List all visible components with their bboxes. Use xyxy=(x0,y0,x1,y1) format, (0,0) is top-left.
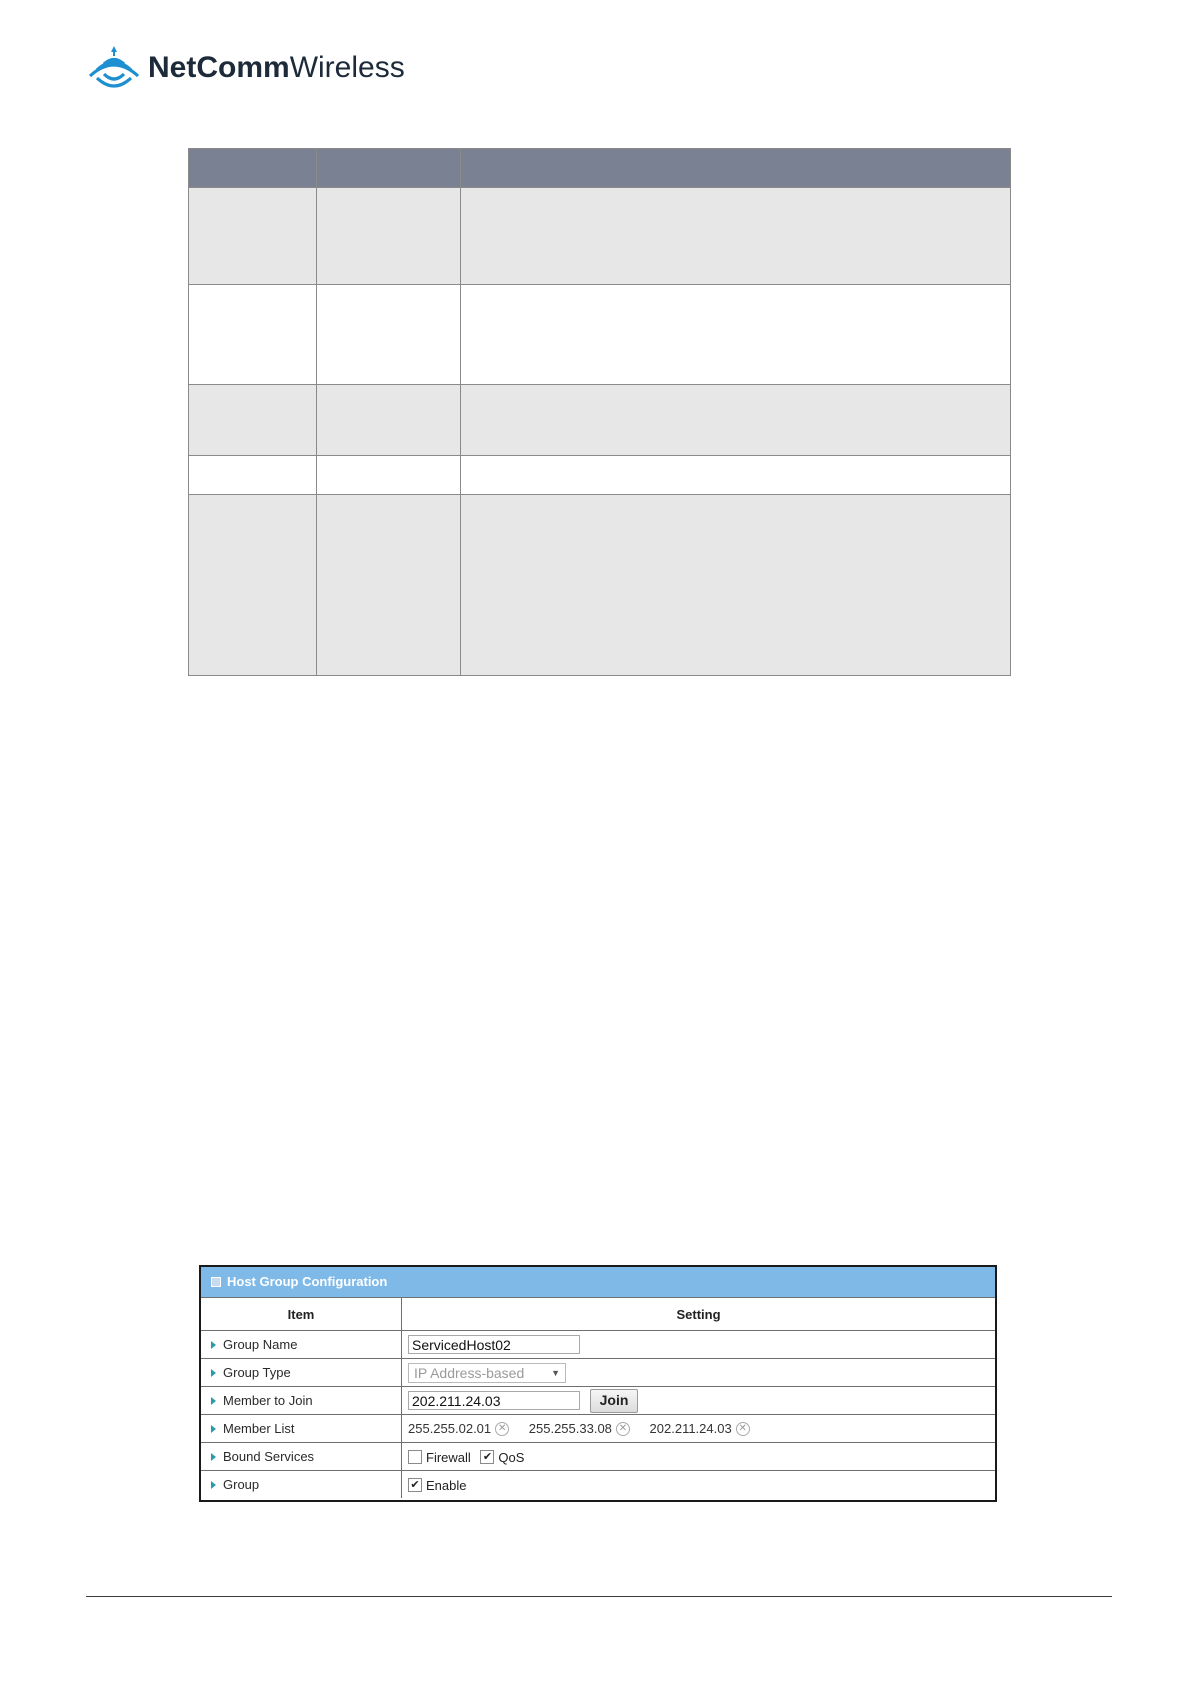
member-item: 255.255.02.01 ✕ xyxy=(408,1421,509,1436)
table-row xyxy=(189,456,1011,495)
join-button[interactable]: Join xyxy=(590,1389,639,1413)
netcomm-logo xyxy=(88,44,418,94)
bullet-arrow-icon xyxy=(211,1369,216,1377)
remove-member-icon[interactable]: ✕ xyxy=(736,1422,750,1436)
table-header-row xyxy=(201,1298,995,1331)
group-type-select[interactable] xyxy=(408,1363,566,1383)
item-label: Member List xyxy=(223,1421,295,1436)
enable-label: Enable xyxy=(426,1477,467,1493)
member-to-join-input[interactable] xyxy=(408,1391,580,1410)
enable-checkbox[interactable]: ✔ xyxy=(408,1478,422,1492)
bullet-arrow-icon xyxy=(211,1425,216,1433)
table-row xyxy=(189,285,1011,385)
item-label: Bound Services xyxy=(223,1449,315,1464)
column-header-setting: Setting xyxy=(402,1298,996,1331)
collapse-icon[interactable] xyxy=(211,1277,221,1287)
spec-table-header xyxy=(189,149,1011,188)
bullet-arrow-icon xyxy=(211,1453,216,1461)
remove-member-icon[interactable]: ✕ xyxy=(495,1422,509,1436)
row-group-name xyxy=(201,1331,995,1359)
chevron-down-icon: ▼ xyxy=(551,1367,560,1378)
remove-member-icon[interactable]: ✕ xyxy=(616,1422,630,1436)
member-item: 255.255.33.08 ✕ xyxy=(529,1421,630,1436)
bullet-arrow-icon xyxy=(211,1341,216,1349)
member-item: 202.211.24.03 ✕ xyxy=(650,1421,750,1436)
logo-brand-light: Wireless xyxy=(289,51,405,84)
firewall-checkbox[interactable] xyxy=(408,1450,422,1464)
table-row xyxy=(189,188,1011,285)
row-bound-services xyxy=(201,1443,995,1471)
bullet-arrow-icon xyxy=(211,1481,216,1489)
item-label: Group Type xyxy=(223,1365,291,1380)
host-group-table xyxy=(201,1297,995,1498)
wifi-antenna-icon xyxy=(88,44,140,94)
row-group xyxy=(201,1471,995,1499)
table-row xyxy=(189,495,1011,676)
qos-checkbox[interactable]: ✔ xyxy=(480,1450,494,1464)
panel-header[interactable] xyxy=(201,1267,995,1297)
spec-table xyxy=(188,148,1011,676)
qos-label: QoS xyxy=(498,1449,525,1465)
table-row xyxy=(189,385,1011,456)
item-label: Group xyxy=(223,1477,260,1492)
logo-wordmark xyxy=(148,50,405,86)
logo-brand-bold: NetComm xyxy=(148,51,290,84)
host-group-config-panel xyxy=(199,1265,997,1502)
item-label: Group Name xyxy=(223,1337,298,1352)
firewall-label: Firewall xyxy=(426,1449,471,1465)
row-group-type xyxy=(201,1359,995,1387)
column-header-item: Item xyxy=(201,1298,402,1331)
bullet-arrow-icon xyxy=(211,1397,216,1405)
item-label: Member to Join xyxy=(223,1393,313,1408)
row-member-list xyxy=(201,1415,995,1443)
row-member-to-join xyxy=(201,1387,995,1415)
footer-divider xyxy=(86,1596,1112,1597)
group-name-input[interactable] xyxy=(408,1335,580,1354)
group-type-value: IP Address-based xyxy=(414,1364,525,1381)
panel-title: Host Group Configuration xyxy=(227,1274,388,1289)
